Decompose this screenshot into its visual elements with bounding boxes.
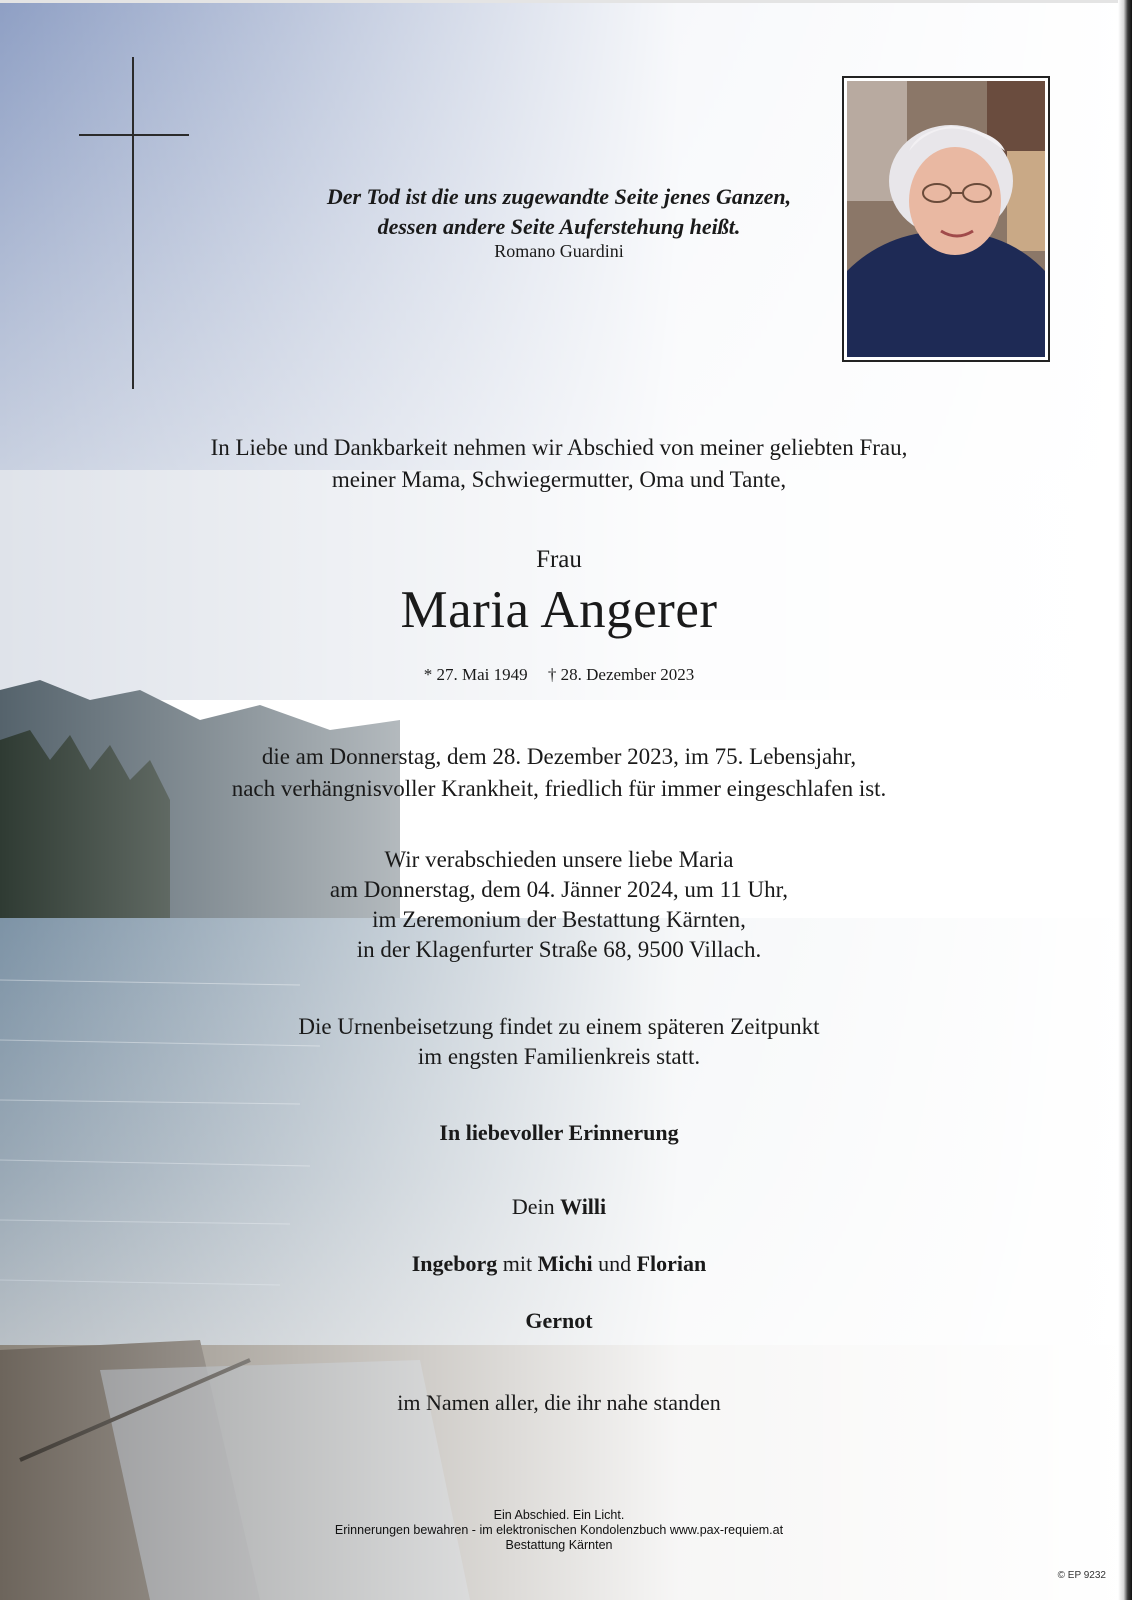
life-dates bbox=[0, 665, 1118, 685]
cross-icon-horizontal bbox=[79, 134, 189, 136]
family-mit: mit bbox=[502, 1251, 533, 1276]
family-dein: Dein bbox=[511, 1194, 555, 1219]
passing-line-1: die am Donnerstag, dem 28. Dezember 2023, im 75. Lebensjahr, bbox=[261, 744, 857, 769]
quote-author: Romano Guardini bbox=[494, 241, 624, 261]
passing-line-2: nach verhängnisvoller Krankheit, friedlich für immer eingeschlafen ist. bbox=[231, 776, 887, 801]
footer-line-3: Bestattung Kärnten bbox=[505, 1538, 613, 1552]
quote-line-2: dessen andere Seite Auferstehung heißt. bbox=[377, 214, 741, 239]
quote-line-1: Der Tod ist die uns zugewandte Seite jenes Ganzen, bbox=[326, 184, 792, 209]
deceased-title: Frau bbox=[536, 546, 582, 573]
footer bbox=[0, 1508, 1118, 1553]
family-und: und bbox=[598, 1251, 632, 1276]
urn-text bbox=[0, 1012, 1118, 1072]
quote bbox=[0, 182, 1118, 242]
urn-line-2: im engsten Familienkreis statt. bbox=[417, 1044, 701, 1069]
ceremony-line-4: in der Klagenfurter Straße 68, 9500 Villach. bbox=[356, 937, 762, 962]
family-line-children bbox=[0, 1251, 1118, 1277]
document-code: © EP 9232 bbox=[1057, 1570, 1106, 1581]
family-gernot: Gernot bbox=[525, 1308, 593, 1333]
family-michi: Michi bbox=[537, 1251, 593, 1276]
page-right-edge bbox=[1118, 0, 1132, 1600]
death-date: † 28. Dezember 2023 bbox=[547, 665, 695, 684]
intro-line-1: In Liebe und Dankbarkeit nehmen wir Abschied von meiner geliebten Frau, bbox=[210, 435, 908, 460]
memory-heading: In liebevoller Erinnerung bbox=[439, 1120, 679, 1145]
birth-date: * 27. Mai 1949 bbox=[423, 665, 528, 684]
intro-text bbox=[0, 432, 1118, 496]
intro-line-2: meiner Mama, Schwiegermutter, Oma und Tante, bbox=[331, 467, 787, 492]
passing-text bbox=[0, 741, 1118, 805]
deceased-name: Maria Angerer bbox=[400, 581, 718, 639]
footer-line-1: Ein Abschied. Ein Licht. bbox=[493, 1508, 625, 1522]
closing-text: im Namen aller, die ihr nahe standen bbox=[397, 1390, 721, 1415]
page-top-edge bbox=[0, 0, 1120, 3]
family-florian: Florian bbox=[636, 1251, 707, 1276]
family-line-husband bbox=[0, 1194, 1118, 1220]
ceremony-line-1: Wir verabschieden unsere liebe Maria bbox=[384, 847, 734, 872]
ceremony-line-2: am Donnerstag, dem 04. Jänner 2024, um 11 Uhr, bbox=[329, 877, 789, 902]
ceremony-text bbox=[0, 845, 1118, 965]
family-ingeborg: Ingeborg bbox=[411, 1251, 498, 1276]
family-willi: Willi bbox=[560, 1194, 607, 1219]
ceremony-line-3: im Zeremonium der Bestattung Kärnten, bbox=[372, 907, 746, 932]
footer-line-2: Erinnerungen bewahren - im elektronischen Kondolenzbuch www.pax-requiem.at bbox=[334, 1523, 784, 1537]
urn-line-1: Die Urnenbeisetzung findet zu einem späteren Zeitpunkt bbox=[298, 1014, 820, 1039]
